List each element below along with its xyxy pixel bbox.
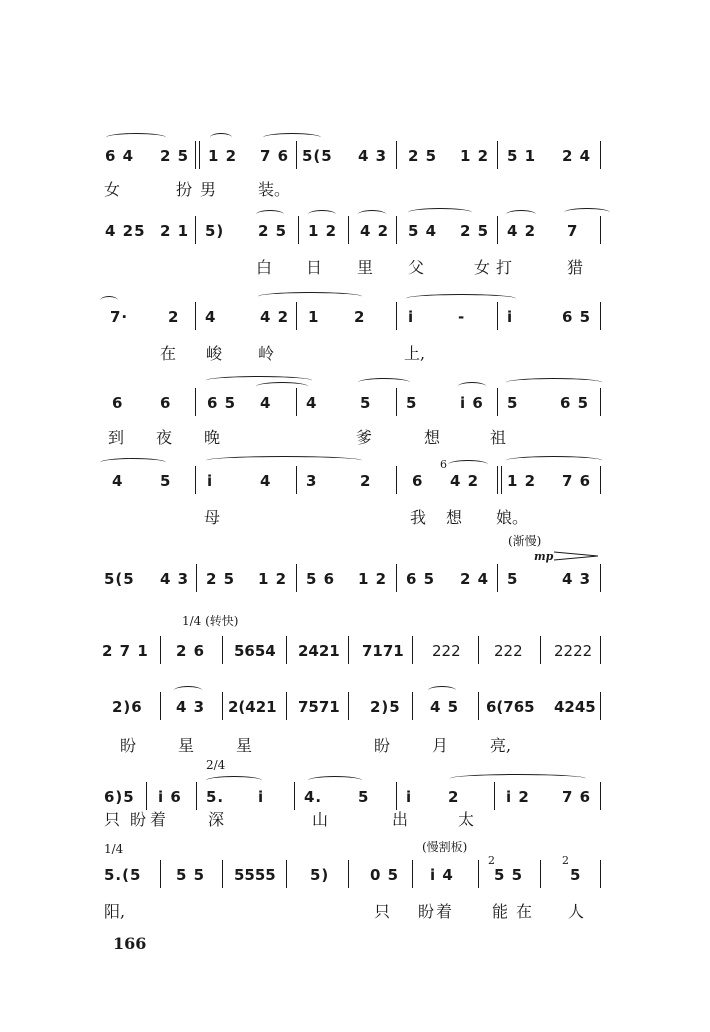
lyric: 星 [236,736,253,755]
note-group: 4 [205,308,217,326]
barline [494,782,495,810]
note-group: 2)5 [370,698,401,716]
meter-marking: 1/4 [104,842,124,856]
note-group: 2 1 [160,222,190,240]
barline [396,782,397,810]
note-group: 2 [448,788,460,806]
dynamic-marking: mp [534,550,554,563]
note-group: 222 [494,642,523,660]
lyric: 盼着 [418,902,455,921]
lyric: 扮男 [176,180,225,199]
lyric: 深 [208,810,225,829]
note-group: 4 5 [430,698,460,716]
barline [497,564,498,592]
lyric: 想 [446,508,463,527]
lyric: 月 [432,736,449,755]
slur [106,133,166,142]
barline [600,302,601,330]
lyric: 装。 [258,180,291,199]
slur [206,456,362,465]
slur [406,294,516,303]
note-group: 4 2 [260,308,290,326]
lyrics-line [0,426,710,450]
barline [396,141,397,169]
lyrics-line [0,734,710,758]
tempo-marking: (渐慢) [508,534,542,548]
note-group: i [408,308,415,326]
lyric: 太 [458,810,475,829]
note-group: 1 2 [258,570,288,588]
page-number: 166 [113,934,147,953]
barline [396,564,397,592]
barline [478,860,479,888]
note-group: i [507,308,514,326]
barline [294,782,295,810]
barline [540,860,541,888]
barline [348,860,349,888]
lyric: 盼着 [130,810,171,829]
lyric: 里 [357,258,374,277]
slur [206,776,262,785]
note-group: 2 5 [206,570,236,588]
lyric: 人 [568,902,585,921]
slur [256,210,284,219]
lyrics-line [0,506,710,530]
barline [497,388,498,416]
barline [296,302,297,330]
slur [258,292,362,301]
barline [412,860,413,888]
barline [412,692,413,720]
note-group: 6)5 [104,788,135,806]
barline [600,782,601,810]
grace-note-mark: 2 [488,854,495,867]
lyric: 娘。 [496,508,529,527]
barline [600,466,601,494]
note-group: 2222 [554,642,593,660]
notes-line [0,458,710,492]
barline [296,466,297,494]
note-group: i 4 [430,866,454,884]
note-group: 4 2 [507,222,537,240]
slur [308,776,362,785]
lyric: 只 [104,810,121,829]
note-group: 6(765 [486,698,535,716]
barline [600,564,601,592]
note-group: 6 4 [105,147,135,165]
note-group: 1 2 [358,570,388,588]
barline [600,860,601,888]
lyric: 岭 [258,344,275,363]
slur [358,378,410,387]
note-group: 6 5 [562,308,592,326]
barline [600,141,601,169]
note-group: 5 [507,394,519,412]
barline [160,860,161,888]
lyric: 女打 [474,258,519,277]
note-group: 5 [358,788,370,806]
barline [396,466,397,494]
note-group: 5 [406,394,418,412]
slur [210,133,232,142]
slur [174,686,202,695]
barline [396,216,397,244]
barline [160,692,161,720]
note-group: 2421 [298,642,340,660]
barline [412,636,413,664]
lyric: 祖 [490,428,507,447]
note-group: 1 2 [308,222,338,240]
note-group: 4 [112,472,124,490]
lyric: 晚 [204,428,221,447]
decrescendo-icon [554,550,598,562]
slur [256,382,308,391]
note-group: 6 [112,394,124,412]
note-group: i [258,788,265,806]
barline [348,692,349,720]
slur [263,133,321,142]
note-group: 2 5 [408,147,438,165]
note-group: 3 [306,472,318,490]
slur [448,460,488,469]
note-group: 5 5 [494,866,524,884]
barline [196,564,197,592]
barline [195,466,196,494]
note-group: 5. [206,788,225,806]
lyric: 峻 [206,344,223,363]
barline [286,860,287,888]
barline [600,692,601,720]
note-group: 4 3 [160,570,190,588]
notes-line [0,145,710,167]
barline [195,388,196,416]
note-group: i 2 [506,788,530,806]
note-group: i 6 [158,788,182,806]
lyric: 爹 [356,428,373,447]
lyric: 山 [312,810,329,829]
note-group: 5 [570,866,582,884]
lyric: 想 [424,428,441,447]
note-group: i [406,788,413,806]
barline [160,636,161,664]
note-group: 2 5 [460,222,490,240]
note-group: 7· [110,308,129,326]
note-group: 5 [507,570,519,588]
barline [540,636,541,664]
barline [196,782,197,810]
notes-line [0,640,710,662]
barline [195,141,200,169]
note-group: 6 5 [560,394,590,412]
note-group: 6 [412,472,424,490]
note-group: 5(5 [104,570,135,588]
barline [286,636,287,664]
note-group: 1 2 [460,147,490,165]
slur [458,382,486,391]
slur [308,210,336,219]
slur [428,686,456,695]
note-group: 4. [304,788,323,806]
lyric: 我 [410,508,427,527]
note-group: i 6 [460,394,484,412]
notes-line [0,696,710,718]
barline [286,692,287,720]
note-group: 4 2 [450,472,480,490]
note-group: 2 4 [460,570,490,588]
notes-line [0,854,710,886]
barline [222,692,223,720]
lyric: 出 [392,810,409,829]
slur [100,296,118,305]
note-group: 6 [160,394,172,412]
lyric: 母 [204,508,221,527]
note-group: 4 25 [105,222,146,240]
barline [497,466,502,494]
barline [396,302,397,330]
slur [564,208,610,217]
lyric: 在 [160,344,177,363]
note-group: 7 6 [562,788,592,806]
note-group: 4 3 [562,570,592,588]
note-group: 7 [567,222,579,240]
lyric: 女 [104,180,121,199]
lyric: 盼 [120,736,137,755]
lyrics-line [0,808,710,832]
barline [497,216,498,244]
barline [222,860,223,888]
note-group: 2 [360,472,372,490]
lyric: 阳, [104,902,126,921]
notes-line [0,220,710,242]
slur [358,210,386,219]
lyrics-line [0,256,710,280]
meter-marking: 2/4 [206,758,226,772]
note-group: 0 5 [370,866,400,884]
note-group: 5(5 [302,147,333,165]
note-group: i [207,472,214,490]
note-group: 6 5 [207,394,237,412]
meter-tempo-marking: 1/4 (转快) [182,614,239,628]
barline [298,216,299,244]
note-group: 2 5 [160,147,190,165]
slur [100,458,166,467]
slur [408,208,472,217]
barline [195,216,196,244]
note-group: 2)6 [112,698,143,716]
barline [296,141,297,169]
note-group: 7171 [362,642,404,660]
slur [506,378,602,387]
notes-line [0,568,710,590]
lyric: 只 [374,902,391,921]
note-group: 2 [354,308,366,326]
barline [348,216,349,244]
barline [222,636,223,664]
grace-note-mark: 6 [440,458,447,471]
tempo-marking: (慢割板) [422,840,468,854]
note-group: 5 5 [176,866,206,884]
note-group: 5 [360,394,372,412]
note-group: 5 [160,472,172,490]
note-group: 6 5 [406,570,436,588]
slur [506,210,536,219]
barline [600,388,601,416]
note-group: 4 [306,394,318,412]
note-group: - [458,308,466,326]
note-group: 2 5 [258,222,288,240]
note-group: 5555 [234,866,276,884]
note-group: 4 [260,394,272,412]
lyrics-line [0,178,710,202]
lyric: 能在 [492,902,541,921]
note-group: 5.(5 [104,866,142,884]
lyric: 猎 [567,258,584,277]
note-group: 5) [310,866,330,884]
lyric: 日 [306,258,323,277]
note-group: 5 6 [306,570,336,588]
lyric: 夜 [156,428,173,447]
barline [478,692,479,720]
notes-line [0,306,710,328]
note-group: 7 6 [562,472,592,490]
lyric: 到 [108,428,125,447]
lyric: 盼 [374,736,391,755]
note-group: 2 [168,308,180,326]
note-group: 4245 [554,698,596,716]
lyric: 星 [178,736,195,755]
lyric: 上, [404,344,426,363]
lyrics-line [0,342,710,366]
note-group: 7571 [298,698,340,716]
barline [600,636,601,664]
notes-line [0,392,710,414]
note-group: 4 [260,472,272,490]
note-group: 4 3 [176,698,206,716]
barline [195,302,196,330]
note-group: 222 [432,642,461,660]
note-group: 4 2 [360,222,390,240]
note-group: 5) [205,222,225,240]
note-group: 2(421 [228,698,277,716]
note-group: 5 1 [507,147,537,165]
lyric: 白 [256,258,273,277]
note-group: 7 6 [260,147,290,165]
lyric: 亮, [490,736,512,755]
note-group: 2 7 1 [102,642,149,660]
barline [497,302,498,330]
note-group: 2 4 [562,147,592,165]
barline [296,388,297,416]
note-group: 1 2 [208,147,238,165]
note-group: 1 2 [507,472,537,490]
slur [506,456,602,465]
note-group: 5654 [234,642,276,660]
barline [600,216,601,244]
lyrics-line [0,900,710,924]
barline [396,388,397,416]
slur [450,774,586,783]
barline [348,636,349,664]
grace-note-mark: 2 [562,854,569,867]
note-group: 4 3 [358,147,388,165]
lyric: 父 [408,258,425,277]
barline [497,141,498,169]
barline [296,564,297,592]
note-group: 1 [308,308,320,326]
notes-line [0,786,710,808]
barline [478,636,479,664]
barline [146,782,147,810]
note-group: 5 4 [408,222,438,240]
note-group: 2 6 [176,642,206,660]
